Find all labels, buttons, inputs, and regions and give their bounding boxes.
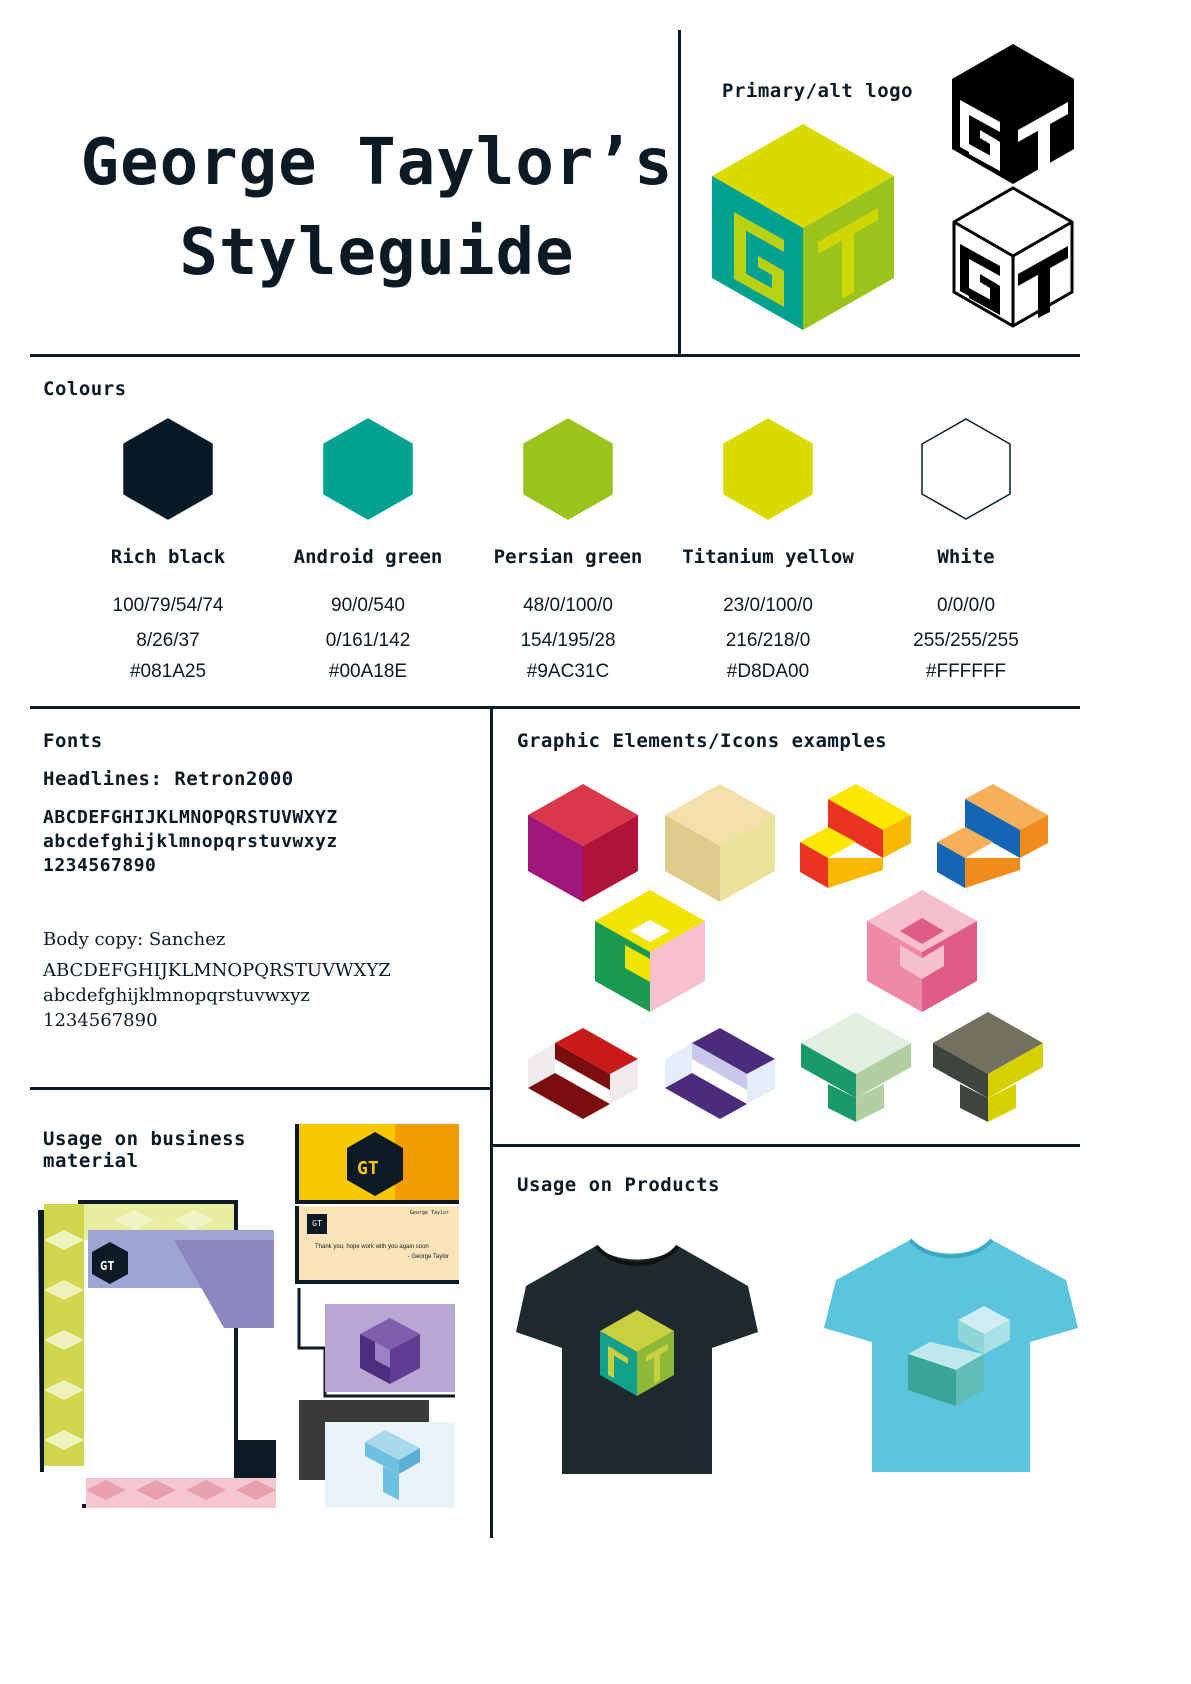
swatch-hexagon [522, 418, 614, 520]
swatch-rgb: 0/161/142 [325, 630, 411, 651]
swatch-name: Persian green [493, 546, 643, 568]
swatch-rgb: 255/255/255 [913, 630, 1019, 651]
swatch-cmyk: 23/0/100/0 [723, 595, 813, 616]
headline-font-label: Headlines: Retron2000 [43, 768, 294, 790]
swatch-hex: #FFFFFF [925, 661, 1007, 682]
gt-logo-small: GT [307, 1214, 327, 1234]
icon-green-t [801, 1012, 911, 1122]
swatch-cmyk: 0/0/0/0 [936, 595, 996, 616]
title-line-1: George Taylor’s [80, 126, 674, 200]
swatch-name: White [937, 546, 995, 568]
alt-logo-black [952, 44, 1074, 184]
business-heading-line-2: material [43, 1150, 139, 1172]
business-card-purple [295, 1288, 459, 1398]
business-card-front [295, 1124, 459, 1204]
alt-logo-white [952, 186, 1074, 328]
swatch-cmyk: 90/0/540 [331, 595, 405, 616]
business-card-blue [295, 1400, 459, 1512]
business-heading [43, 1128, 246, 1172]
swatch-name: Rich black [110, 546, 226, 568]
divider-header [30, 354, 1080, 357]
swatch-hexagon [122, 418, 214, 520]
body-sample-digits: 1234567890 [43, 1010, 158, 1031]
colours-heading: Colours [43, 378, 127, 400]
icon-olive-t [933, 1012, 1043, 1122]
title-line-2: Styleguide [179, 216, 575, 290]
page-title [52, 118, 702, 298]
icon-orange-steps [937, 784, 1048, 888]
swatch-cmyk: 48/0/100/0 [523, 595, 613, 616]
icon-maroon-step [528, 1028, 638, 1119]
swatch-rgb: 154/195/28 [520, 630, 616, 651]
icon-red-cube [528, 784, 638, 902]
swatch-hex: #00A18E [328, 661, 408, 682]
graphics-heading: Graphic Elements/Icons examples [517, 730, 888, 752]
products-heading: Usage on Products [517, 1174, 720, 1196]
business-card-back [295, 1206, 459, 1284]
card-signature: - George Taylor [407, 1254, 449, 1260]
body-sample-upper: ABCDEFGHIJKLMNOPQRSTUVWXYZ [43, 960, 391, 981]
swatch-hexagon [920, 418, 1012, 520]
card-name: George Taylor [409, 1210, 449, 1216]
svg-text:GT: GT [100, 1259, 115, 1273]
swatch-hex: #081A25 [129, 661, 207, 682]
headline-sample-upper: ABCDEFGHIJKLMNOPQRSTUVWXYZ [43, 807, 338, 828]
icon-yellow-steps [800, 784, 911, 888]
icon-purple-step [665, 1028, 775, 1119]
swatch-hexagon [322, 418, 414, 520]
logo-label: Primary/alt logo [722, 80, 914, 102]
swatch-hex: #D8DA00 [726, 661, 810, 682]
svg-text:GT: GT [357, 1158, 379, 1179]
fonts-heading: Fonts [43, 730, 103, 752]
swatch-name: Titanium yellow [682, 546, 854, 568]
swatch-cmyk: 100/79/54/74 [112, 595, 224, 616]
card-thanks: Thank you, hope work with you again soon [315, 1244, 429, 1250]
swatch-hexagon [722, 418, 814, 520]
primary-logo [712, 124, 894, 330]
swatch-rgb: 8/26/37 [136, 630, 200, 651]
body-font-sample [43, 958, 483, 1033]
body-sample-lower: abcdefghijklmnopqrstuvwxyz [43, 985, 310, 1006]
tshirt-dark [516, 1240, 758, 1480]
body-font-label: Body copy: Sanchez [43, 929, 226, 950]
headline-sample-digits: 1234567890 [43, 855, 157, 876]
icon-examples [520, 770, 1060, 1130]
swatch-rgb: 216/218/0 [725, 630, 811, 651]
headline-font-sample [43, 806, 483, 878]
swatch-hex: #9AC31C [526, 661, 610, 682]
swatch-name: Android green [293, 546, 443, 568]
divider-colours [30, 706, 1080, 709]
divider-fonts [30, 1087, 492, 1090]
tshirt-blue [824, 1236, 1078, 1476]
letterhead-mockup [38, 1200, 283, 1518]
headline-sample-lower: abcdefghijklmnopqrstuvwxyz [43, 831, 338, 852]
icon-green-hollow-cube [595, 890, 705, 1012]
divider-graphics [492, 1144, 1080, 1147]
business-heading-line-1: Usage on business [43, 1128, 246, 1150]
icon-pink-hollow-cube [867, 890, 977, 1012]
divider-vertical-bottom [490, 708, 493, 1538]
icon-beige-cube [665, 784, 775, 902]
